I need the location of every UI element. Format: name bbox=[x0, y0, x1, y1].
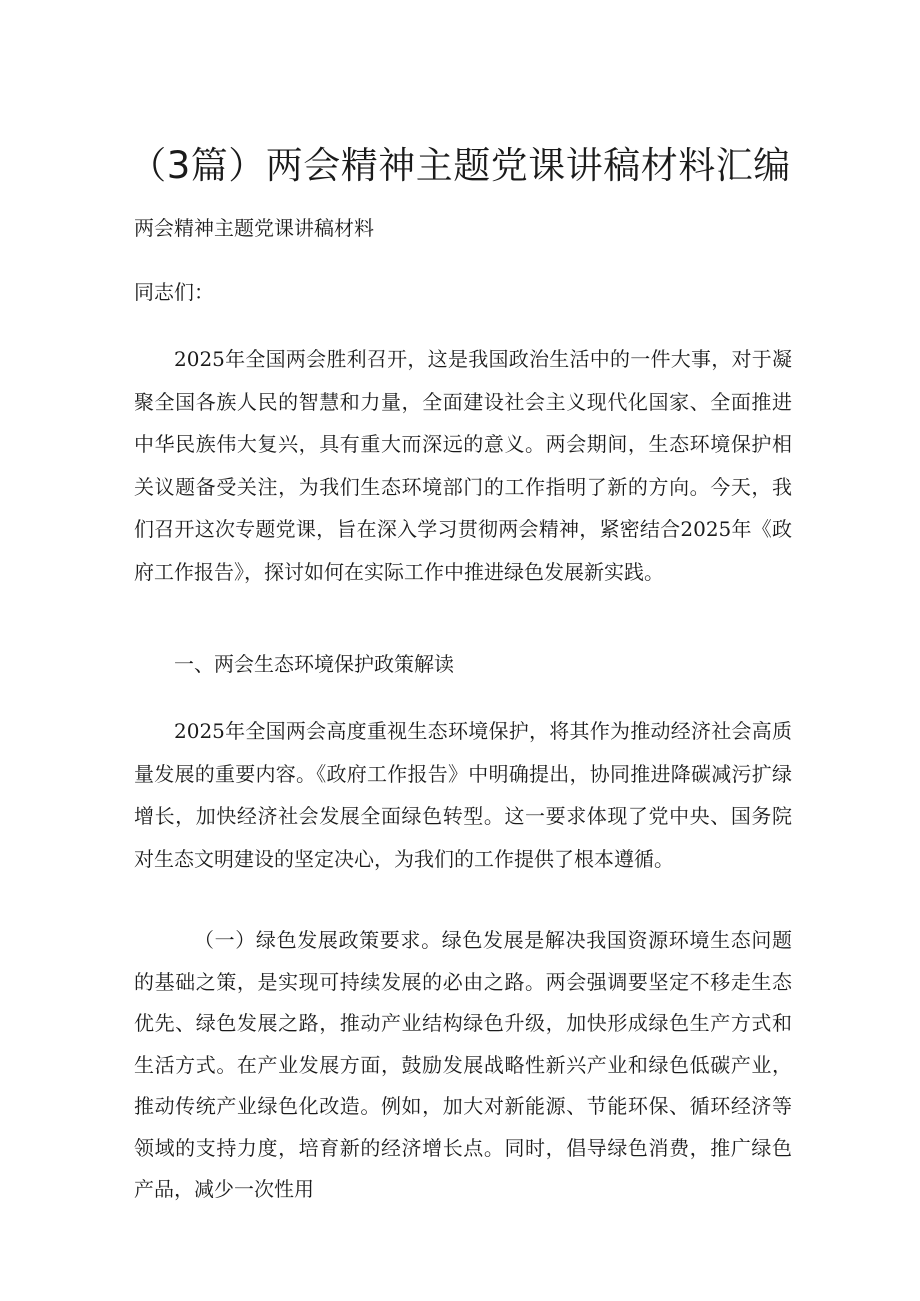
greeting: 同志们： bbox=[134, 280, 214, 304]
document-title: （3篇）两会精神主题党课讲稿材料汇编 bbox=[129, 144, 791, 187]
section-heading-1: 一、两会生态环境保护政策解读 bbox=[174, 652, 454, 676]
paragraph-intro: 2025年全国两会胜利召开，这是我国政治生活中的一件大事，对于凝聚全国各族人民的智慧和力量，全面建设社会主义现代化国家、全面推进中华民族伟大复兴，具有重大而深远的意义。两会期间，生态环境保护相关议题备受关注，为我们生态环境部门的工作指明了新的方向。今天，我们召开这次专题党课，旨在深入学习贯彻两会精神，紧密结合2025年《政府工作报告》，探讨如何在实际工作中推进绿色发展新实践。 bbox=[134, 347, 792, 584]
paragraph-policy: 2025年全国两会高度重视生态环境保护，将其作为推动经济社会高质量发展的重要内容。《政府工作报告》中明确提出，协同推进降碳减污扩绿增长，加快经济社会发展全面绿色转型。这一要求体现了党中央、国务院对生态文明建设的坚定决心，为我们的工作提供了根本遵循。 bbox=[134, 719, 792, 871]
document-subtitle: 两会精神主题党课讲稿材料 bbox=[134, 216, 374, 240]
paragraph-green-development: （一）绿色发展政策要求。绿色发展是解决我国资源环境生态问题的基础之策，是实现可持续发展的必由之路。两会强调要坚定不移走生态优先、绿色发展之路，推动产业结构绿色升级，加快形成绿色生产方式和生活方式。在产业发展方面，鼓励发展战略性新兴产业和绿色低碳产业，推动传统产业绿色化改造。例如，加大对新能源、节能环保、循环经济等领域的支持力度，培育新的经济增长点。同时，倡导绿色消费，推广绿色产品，减少一次性用 bbox=[134, 928, 792, 1201]
